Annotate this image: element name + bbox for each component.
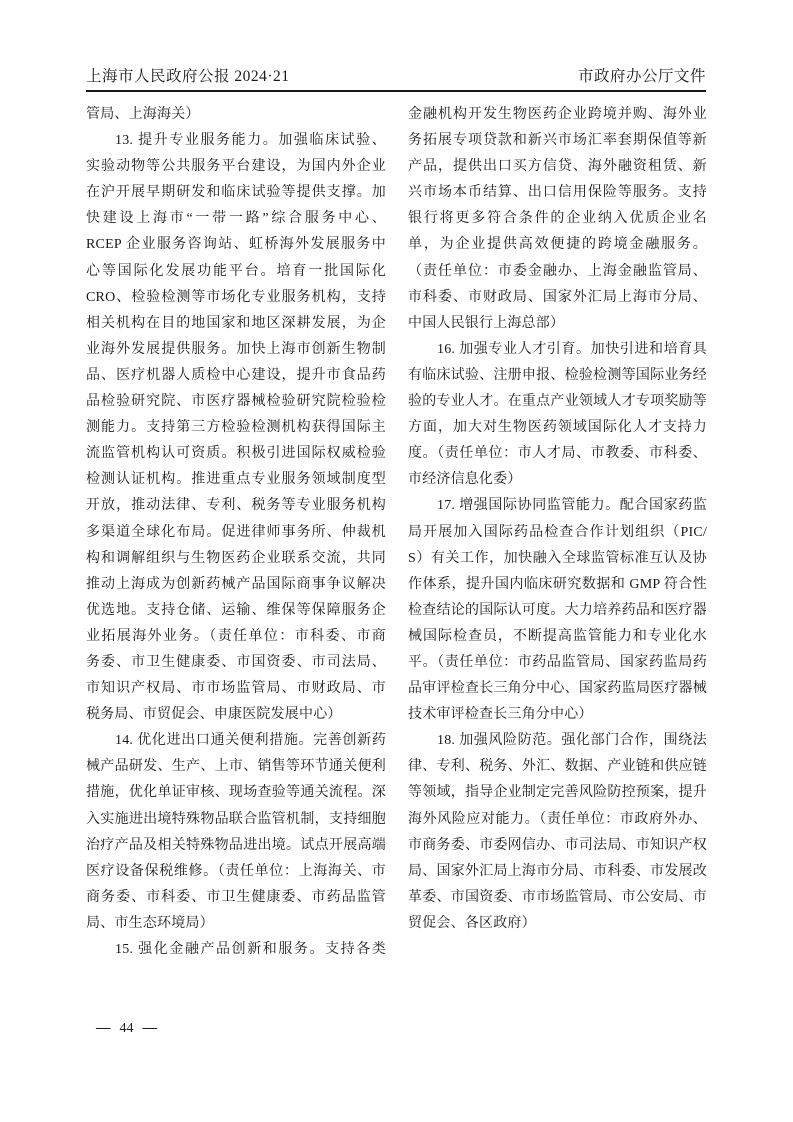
text-line: 18. 加强风险防范。强化部门合作，围绕法	[437, 733, 707, 749]
text-line: 局、市生态环境局）	[86, 915, 214, 931]
page-number: 44	[119, 1020, 134, 1036]
text-line: 产品，提供出口买方信贷、海外融资租赁、新	[408, 159, 707, 175]
footer-dash-left: —	[96, 1020, 111, 1036]
text-line: 商务委、市科委、市卫生健康委、市药品监管	[86, 889, 386, 905]
text-line: CRO、检验检测等市场化专业服务机构，支持	[86, 289, 386, 305]
text-line: 务拓展专项贷款和新兴市场汇率套期保值等新	[408, 133, 707, 149]
text-line: （责任单位：市委金融办、上海金融监管局、	[408, 263, 707, 279]
text-line: 心等国际化发展功能平台。培育一批国际化	[86, 263, 386, 279]
text-line: 局开展加入国际药品检查合作计划组织（PIC/	[408, 524, 707, 540]
text-line: 有临床试验、注册申报、检验检测等国际业务经	[408, 367, 707, 383]
text-line: 在沪开展早期研发和临床试验等提供支撑。加	[86, 185, 386, 201]
text-line: 务委、市卫生健康委、市国资委、市司法局、	[86, 654, 386, 670]
text-line: 14. 优化进出口通关便利措施。完善创新药	[115, 733, 386, 749]
column-left	[86, 102, 386, 963]
text-line: 构和调解组织与生物医药企业联系交流，共同	[86, 550, 386, 566]
text-line: 15. 强化金融产品创新和服务。支持各类	[115, 942, 386, 957]
column-right	[408, 102, 707, 937]
text-line: 品、医疗机器人质检中心建设，提升市食品药	[86, 367, 386, 383]
text-line: 金融机构开发生物医药企业跨境并购、海外业	[408, 107, 707, 122]
text-line: 流监管机构认可资质。积极引进国际权威检验	[86, 446, 386, 462]
text-line: 实验动物等公共服务平台建设，为国内外企业	[86, 159, 386, 175]
text-line: 品审评检查长三角分中心、国家药监局医疗器械	[408, 681, 707, 697]
text-line: 市知识产权局、市市场监管局、市财政局、市	[86, 681, 386, 697]
text-line: 平。（责任单位：市药品监管局、国家药监局药	[408, 654, 707, 670]
text-line: 革委、市国资委、市市场监管局、市公安局、市	[408, 889, 707, 905]
text-line: 业拓展海外业务。（责任单位：市科委、市商	[86, 628, 386, 644]
text-line: 治疗产品及相关特殊物品进出境。试点开展高端	[86, 837, 386, 853]
text-line: 医疗设备保税维修。（责任单位：上海海关、市	[86, 863, 386, 879]
text-line: 16. 加强专业人才引育。加快引进和培育具	[437, 341, 707, 357]
text-line: 测能力。支持第三方检验检测机构获得国际主	[86, 420, 386, 436]
text-line: 相关机构在目的地国家和地区深耕发展，为企	[86, 315, 386, 331]
text-line: RCEP 企业服务咨询站、虹桥海外发展服务中	[86, 237, 386, 253]
text-line: 海外风险应对能力。（责任单位：市政府外办、	[408, 811, 707, 827]
text-line: 械产品研发、生产、上市、销售等环节通关便利	[86, 759, 386, 775]
text-line: 单，为企业提供高效便捷的跨境金融服务。	[408, 237, 707, 253]
text-line: 市经济信息化委）	[408, 472, 522, 488]
page-header	[86, 64, 706, 86]
text-line: 贸促会、各区政府）	[408, 915, 536, 931]
text-line: 度。（责任单位：市人才局、市教委、市科委、	[408, 446, 707, 462]
text-line: 兴市场本币结算、出口信用保险等服务。支持	[408, 185, 707, 201]
text-line: 入实施进出境特殊物品联合监管机制，支持细胞	[86, 811, 386, 827]
text-line: 品检验研究院、市医疗器械检验研究院检验检	[86, 394, 386, 410]
text-line: 开放，推动法律、专利、税务等专业服务机构	[86, 498, 386, 514]
text-line: S）有关工作，加快融入全球监管标准互认及协	[408, 550, 707, 566]
text-line: 措施，优化单证审核、现场查验等通关流程。深	[86, 785, 386, 801]
text-line: 作体系，提升国内临床研究数据和 GMP 符合性	[408, 576, 707, 592]
text-line: 局、国家外汇局上海市分局、市科委、市发展改	[408, 863, 707, 879]
text-line: 市商务委、市委网信办、市司法局、市知识产权	[408, 837, 707, 853]
text-line: 13. 提升专业服务能力。加强临床试验、	[115, 133, 386, 149]
page-footer	[96, 1020, 157, 1037]
text-line: 技术审评检查长三角分中心）	[408, 707, 593, 723]
text-line: 推动上海成为创新药械产品国际商事争议解决	[86, 576, 386, 592]
gazette-title: 上海市人民政府公报 2024·21	[86, 68, 290, 85]
text-line: 中国人民银行上海总部）	[408, 315, 565, 331]
footer-dash-right: —	[142, 1020, 157, 1036]
text-line: 检查结论的国际认可度。大力培养药品和医疗器	[408, 602, 707, 618]
text-line: 械国际检查员，不断提高监管能力和专业化水	[408, 628, 707, 644]
text-line: 快建设上海市“一带一路”综合服务中心、	[86, 211, 386, 227]
document-category-label: 市政府办公厅文件	[577, 68, 706, 85]
text-line: 银行将更多符合条件的企业纳入优质企业名	[408, 211, 707, 227]
text-line: 管局、上海海关）	[86, 107, 200, 122]
header-rule	[86, 90, 706, 92]
text-line: 方面，加大对生物医药领域国际化人才支持力	[408, 420, 707, 436]
text-line: 等领域，指导企业制定完善风险防控预案，提升	[408, 785, 707, 801]
text-line: 检测认证机构。推进重点专业服务领域制度型	[86, 472, 386, 488]
text-line: 17. 增强国际协同监管能力。配合国家药监	[437, 498, 707, 514]
text-line: 市科委、市财政局、国家外汇局上海市分局、	[408, 289, 707, 305]
text-line: 税务局、市贸促会、申康医院发展中心）	[86, 707, 342, 723]
text-line: 优选地。支持仓储、运输、维保等保障服务企	[86, 602, 386, 618]
text-line: 多渠道全球化布局。促进律师事务所、仲裁机	[86, 524, 386, 540]
text-line: 验的专业人才。在重点产业领域人才专项奖励等	[408, 394, 707, 410]
text-line: 业海外发展提供服务。加快上海市创新生物制	[86, 341, 386, 357]
text-line: 律、专利、税务、外汇、数据、产业链和供应链	[408, 759, 707, 775]
